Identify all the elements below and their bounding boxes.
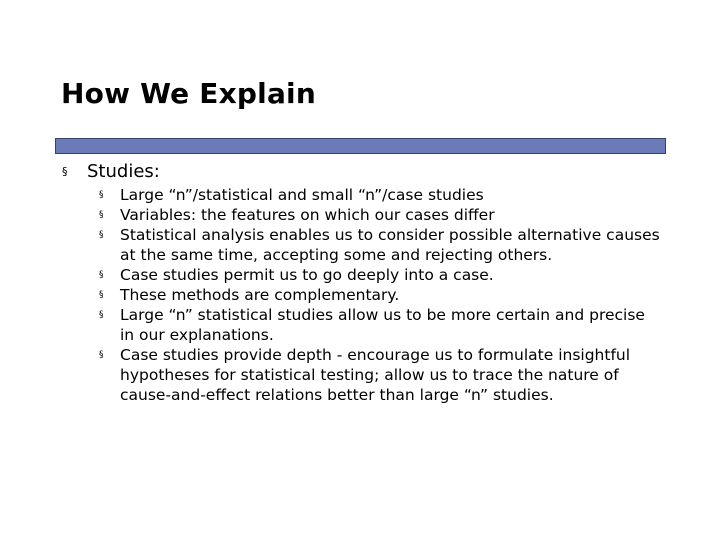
sub-bullet-item — [99, 205, 662, 225]
sub-bullet-text: Case studies permit us to go deeply into a case. — [120, 266, 494, 284]
bullet-icon: § — [99, 270, 104, 280]
bullet-item-studies — [62, 160, 662, 405]
bullet-list — [62, 160, 662, 405]
sub-bullet-text: Statistical analysis enables us to consider possible alternative causes at the same time, accepting some and rejecting others. — [120, 226, 660, 264]
bullet-icon: § — [99, 310, 104, 320]
sub-bullet-text: These methods are complementary. — [120, 286, 400, 304]
bullet-icon: § — [99, 210, 104, 220]
sub-bullet-item — [99, 305, 662, 345]
sub-bullet-text: Case studies provide depth - encourage us to formulate insightful hypotheses for statistical testing; allow us to trace the nature of cause-and-effect relations better than large “n” studies. — [120, 346, 631, 404]
bullet-icon: § — [99, 230, 104, 240]
bullet-text: Studies: — [87, 161, 160, 182]
bullet-icon: § — [99, 190, 104, 200]
sub-bullet-list — [99, 185, 662, 405]
slide-title: How We Explain — [61, 77, 316, 110]
bullet-icon: § — [99, 290, 104, 300]
sub-bullet-text: Large “n”/statistical and small “n”/case studies — [120, 186, 484, 204]
sub-bullet-text: Variables: the features on which our cases differ — [120, 206, 495, 224]
bullet-icon: § — [62, 165, 68, 178]
sub-bullet-item — [99, 285, 662, 305]
title-divider-bar — [55, 138, 666, 154]
bullet-icon: § — [99, 350, 104, 360]
sub-bullet-item — [99, 345, 662, 405]
sub-bullet-item — [99, 225, 662, 265]
sub-bullet-text: Large “n” statistical studies allow us to be more certain and precise in our explanations. — [120, 306, 645, 344]
sub-bullet-item — [99, 185, 662, 205]
sub-bullet-item — [99, 265, 662, 285]
